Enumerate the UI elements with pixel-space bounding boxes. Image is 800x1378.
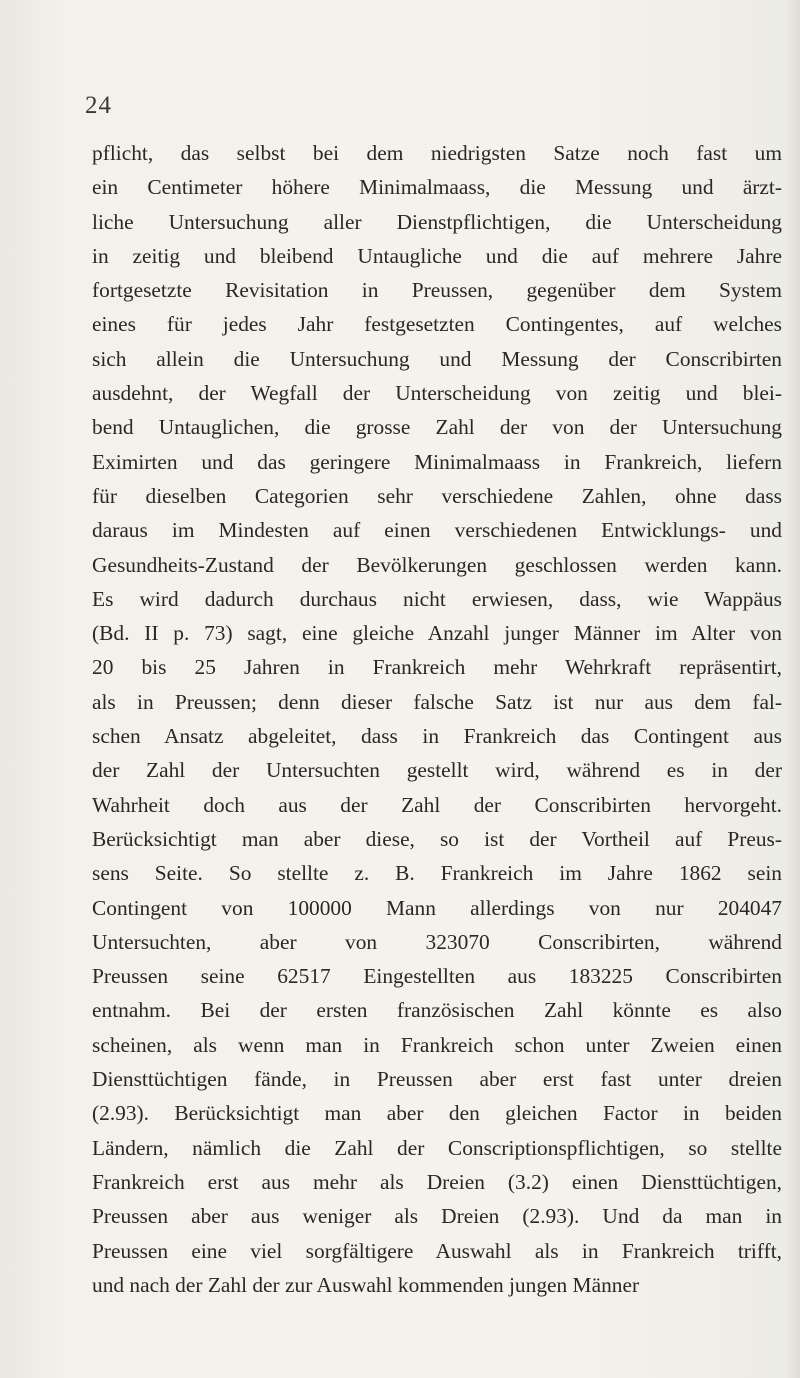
text-line: ein Centimeter höhere Minimalmaass, die Messung und ärzt- [92,175,782,200]
text-line: Es wird dadurch durchaus nicht erwiesen, dass, wie Wappäus [92,586,782,611]
text-line: Berücksichtigt man aber diese, so ist der Vortheil auf Preus- [92,826,782,851]
text-line: daraus im Mindesten auf einen verschiedenen Entwicklungs- und [92,518,782,543]
text-line: Frankreich erst aus mehr als Dreien (3.2) einen Diensttüchtigen, [92,1169,782,1194]
text-line: Preussen aber aus weniger als Dreien (2.93). Und da man in [92,1204,782,1229]
body-text [92,136,782,1302]
text-line: entnahm. Bei der ersten französischen Zahl könnte es also [92,998,782,1023]
text-line: und nach der Zahl der zur Auswahl kommenden jungen Männer [92,1272,640,1297]
text-line: Eximirten und das geringere Minimalmaass in Frankreich, liefern [92,449,782,474]
text-line: bend Untauglichen, die grosse Zahl der von der Untersuchung [92,415,782,440]
text-line: der Zahl der Untersuchten gestellt wird, während es in der [92,758,782,783]
text-line: liche Untersuchung aller Dienstpflichtigen, die Unterscheidung [92,209,782,234]
text-line: Wahrheit doch aus der Zahl der Conscribirten hervorgeht. [92,792,782,817]
text-line: schen Ansatz abgeleitet, dass in Frankreich das Contingent aus [92,724,782,749]
text-line: Diensttüchtigen fände, in Preussen aber erst fast unter dreien [92,1067,782,1092]
text-line: Gesundheits-Zustand der Bevölkerungen geschlossen werden kann. [92,552,782,577]
text-line: scheinen, als wenn man in Frankreich schon unter Zweien einen [92,1032,782,1057]
text-line: 20 bis 25 Jahren in Frankreich mehr Wehrkraft repräsentirt, [92,655,782,680]
text-line: ausdehnt, der Wegfall der Unterscheidung von zeitig und blei- [92,381,782,406]
text-line: eines für jedes Jahr festgesetzten Contingentes, auf welches [92,312,782,337]
text-line: Preussen eine viel sorgfältigere Auswahl als in Frankreich trifft, [92,1238,782,1263]
text-line: Contingent von 100000 Mann allerdings von nur 204047 [92,895,782,920]
text-line: (2.93). Berücksichtigt man aber den gleichen Factor in beiden [92,1101,782,1126]
text-line: sich allein die Untersuchung und Messung der Conscribirten [92,346,782,371]
text-line: Preussen seine 62517 Eingestellten aus 183225 Conscribirten [92,964,782,989]
text-line: als in Preussen; denn dieser falsche Satz ist nur aus dem fal- [92,689,782,714]
text-line: sens Seite. So stellte z. B. Frankreich im Jahre 1862 sein [92,861,782,886]
text-line: für dieselben Categorien sehr verschiedene Zahlen, ohne dass [92,483,782,508]
text-line: (Bd. II p. 73) sagt, eine gleiche Anzahl junger Männer im Alter von [92,621,782,646]
text-line: Untersuchten, aber von 323070 Conscribirten, während [92,929,782,954]
page-edge-shadow [786,0,800,1378]
text-line: pflicht, das selbst bei dem niedrigsten Satze noch fast um [92,141,782,165]
text-line: in zeitig und bleibend Untaugliche und die auf mehrere Jahre [92,243,782,268]
page-number: 24 [85,92,112,119]
text-line: fortgesetzte Revisitation in Preussen, gegenüber dem System [92,278,782,303]
text-line: Ländern, nämlich die Zahl der Conscriptionspflichtigen, so stellte [92,1135,782,1160]
